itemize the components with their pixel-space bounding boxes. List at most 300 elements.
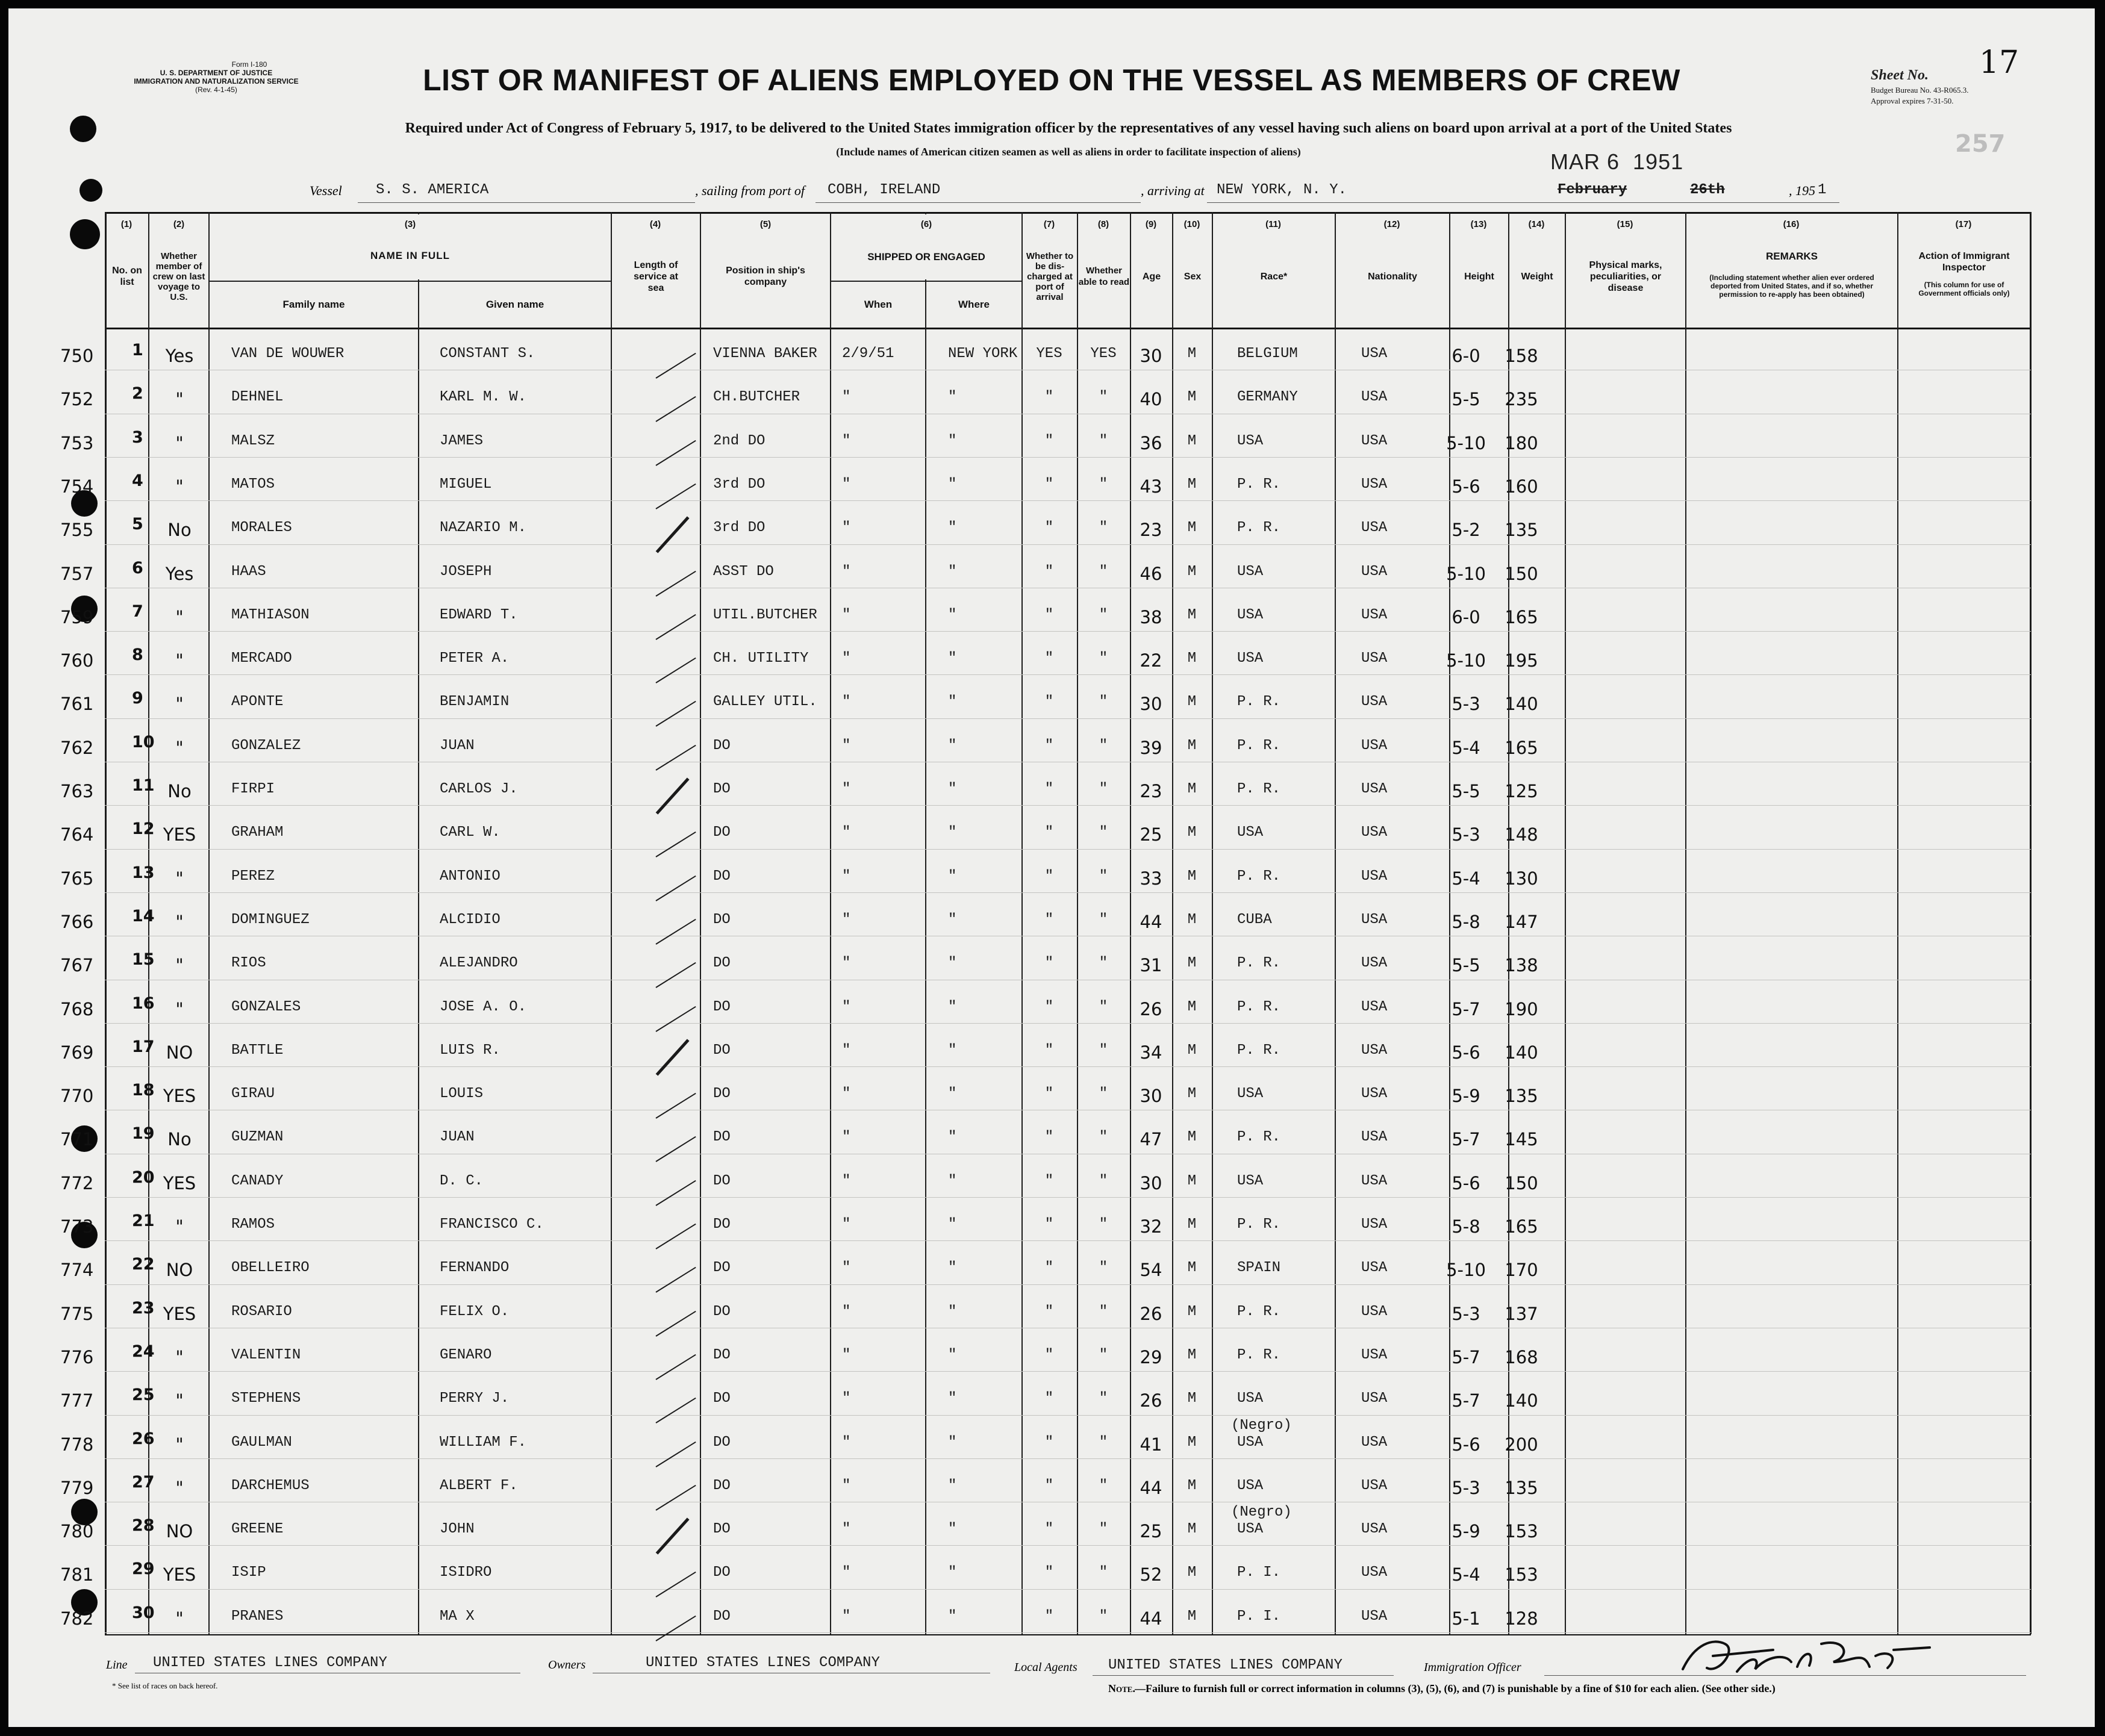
cell-prev: YES [163, 1564, 196, 1585]
cell-discharged: YES [1036, 346, 1062, 362]
cell-no: 2 [132, 384, 143, 403]
cell-where: " [948, 781, 957, 797]
column-number: (13) [1470, 219, 1487, 229]
cell-height: 5-5 [1452, 955, 1480, 975]
stamp-number: 257 [1955, 130, 2006, 158]
cell-weight: 165 [1505, 607, 1538, 627]
row-reference-number: 774 [60, 1260, 94, 1280]
col-header-read: Whether able to read [1078, 266, 1130, 287]
cell-height: 5-7 [1452, 1390, 1480, 1411]
cell-race: USA [1237, 1478, 1264, 1494]
cell-when: " [842, 868, 851, 885]
cell-age: 30 [1140, 346, 1162, 366]
service-check-mark [655, 876, 696, 901]
cell-weight: 140 [1505, 694, 1538, 714]
cell-no: 4 [132, 471, 143, 490]
cell-weight: 170 [1505, 1260, 1538, 1280]
cell-age: 54 [1140, 1260, 1162, 1280]
cell-weight: 145 [1505, 1129, 1538, 1150]
cell-nationality: USA [1361, 1347, 1388, 1363]
row-reference-number: 761 [60, 694, 94, 714]
cell-position: DO [713, 1564, 731, 1581]
cell-given: ANTONIO [440, 868, 501, 885]
cell-when: " [842, 520, 851, 536]
cell-when: " [842, 1390, 851, 1407]
cell-no: 6 [132, 559, 143, 577]
cell-family: GAULMAN [231, 1434, 292, 1451]
service-check-mark [655, 484, 696, 509]
cell-weight: 148 [1505, 824, 1538, 845]
cell-where: " [948, 1260, 957, 1276]
cell-where: " [948, 607, 957, 623]
cell-sex: M [1187, 1042, 1197, 1059]
cell-age: 44 [1140, 1478, 1162, 1498]
instruction-note: (Include names of American citizen seamen as well as aliens in order to facilitate inspection of aliens) [836, 146, 1301, 158]
service-check-mark [655, 1311, 696, 1337]
cell-discharged: " [1044, 607, 1054, 623]
cell-position: DO [713, 1304, 731, 1320]
cell-prev: " [175, 738, 184, 758]
cell-discharged: " [1044, 1521, 1054, 1537]
sailing-label: , sailing from port of [695, 183, 805, 198]
col-header-nationality: Nationality [1368, 271, 1417, 282]
service-check-mark [655, 1354, 696, 1380]
row-rule [105, 544, 2031, 545]
cell-position: 3rd DO [713, 476, 766, 493]
cell-family: GUZMAN [231, 1129, 284, 1145]
cell-discharged: " [1044, 1347, 1054, 1363]
row-rule [105, 1458, 2031, 1459]
cell-age: 25 [1140, 1521, 1162, 1542]
owners-label: Owners [548, 1658, 586, 1672]
cell-age: 26 [1140, 1390, 1162, 1411]
cell-position: DO [713, 1173, 731, 1189]
row-reference-number: 772 [60, 1173, 94, 1193]
cell-nationality: USA [1361, 389, 1388, 405]
table-row [8, 559, 2095, 586]
cell-age: 30 [1140, 694, 1162, 714]
cell-family: STEPHENS [231, 1390, 301, 1407]
table-row [8, 776, 2095, 804]
cell-no: 7 [132, 602, 143, 621]
cell-prev: " [175, 1390, 184, 1411]
cell-when: " [842, 433, 851, 449]
cell-given: EDWARD T. [440, 607, 518, 623]
cell-discharged: " [1044, 476, 1054, 493]
cell-when: " [842, 1608, 851, 1625]
cell-prev: " [175, 650, 184, 671]
cell-height: 5-4 [1452, 1564, 1480, 1585]
table-row [8, 950, 2095, 978]
row-reference-number: 782 [60, 1608, 94, 1629]
cell-sex: M [1187, 1478, 1197, 1494]
column-number: (2) [173, 219, 185, 229]
cell-weight: 160 [1505, 476, 1538, 497]
cell-given: MIGUEL [440, 476, 492, 493]
cell-height: 5-9 [1452, 1086, 1480, 1106]
col-header-inspector: Action of Immigrant Inspector [1918, 251, 2010, 273]
cell-when: " [842, 1564, 851, 1581]
cell-height: 5-3 [1452, 1478, 1480, 1498]
table-row [8, 1212, 2095, 1239]
cell-sex: M [1187, 824, 1197, 841]
cell-when: " [842, 955, 851, 971]
row-reference-number: 755 [60, 520, 94, 540]
col-header-height: Height [1464, 271, 1494, 282]
cell-race: P. R. [1237, 694, 1281, 710]
cell-where: " [948, 1086, 957, 1102]
cell-position: DO [713, 1521, 731, 1537]
cell-weight: 135 [1505, 1478, 1538, 1498]
cell-read: " [1099, 694, 1108, 710]
row-reference-number: 766 [60, 912, 94, 932]
cell-sex: M [1187, 520, 1197, 536]
cell-family: RAMOS [231, 1216, 275, 1233]
table-row [8, 471, 2095, 499]
cell-weight: 153 [1505, 1564, 1538, 1585]
row-reference-number: 778 [60, 1434, 94, 1455]
cell-read: " [1099, 1478, 1108, 1494]
cell-nationality: USA [1361, 564, 1388, 580]
cell-sex: M [1187, 1086, 1197, 1102]
cell-sex: M [1187, 433, 1197, 449]
cell-no: 24 [132, 1342, 155, 1361]
table-row [8, 1342, 2095, 1370]
row-rule [105, 1066, 2031, 1067]
col-header-given-name: Given name [485, 298, 544, 310]
cell-race: USA [1237, 1086, 1264, 1102]
cell-no: 22 [132, 1255, 155, 1274]
column-number: (16) [1783, 219, 1800, 229]
col-header-remarks-detail: (Including statement whether alien ever ordered deported from United States, and if so, whether permission to re-apply has been obtained) [1709, 273, 1874, 299]
cell-read: " [1099, 1521, 1108, 1537]
cell-no: 10 [132, 733, 155, 751]
cell-position: ASST DO [713, 564, 774, 580]
cell-sex: M [1187, 999, 1197, 1015]
column-number: (6) [920, 219, 932, 229]
cell-when: " [842, 564, 851, 580]
cell-height: 5-7 [1452, 999, 1480, 1019]
cell-age: 32 [1140, 1216, 1162, 1237]
col-header-race: Race* [1260, 271, 1288, 282]
cell-family: GONZALES [231, 999, 301, 1015]
cell-family: OBELLEIRO [231, 1260, 310, 1276]
cell-nationality: USA [1361, 955, 1388, 971]
cell-position: DO [713, 738, 731, 754]
cell-given: JUAN [440, 738, 475, 754]
cell-where: " [948, 1434, 957, 1451]
cell-discharged: " [1044, 520, 1054, 536]
cell-when: " [842, 1173, 851, 1189]
cell-where: " [948, 1304, 957, 1320]
line-label: Line [106, 1658, 128, 1672]
cell-no: 11 [132, 776, 155, 795]
cell-where: " [948, 476, 957, 493]
vessel-name: S. S. AMERICA [376, 182, 489, 198]
cell-nationality: USA [1361, 738, 1388, 754]
cell-read: " [1099, 912, 1108, 928]
cell-age: 26 [1140, 1304, 1162, 1324]
cell-no: 19 [132, 1124, 155, 1143]
table-row [8, 1255, 2095, 1283]
cell-age: 39 [1140, 738, 1162, 758]
cell-sex: M [1187, 1434, 1197, 1451]
cell-where: " [948, 520, 957, 536]
cell-when: " [842, 389, 851, 405]
cell-sex: M [1187, 1260, 1197, 1276]
cell-nationality: USA [1361, 1608, 1388, 1625]
col-header-previous-voyage: Whether member of crew on last voyage to U.S. [152, 250, 205, 302]
col-header-sex: Sex [1183, 271, 1202, 282]
row-rule [105, 1371, 2031, 1372]
cell-prev: NO [166, 1042, 193, 1063]
cell-read: " [1099, 738, 1108, 754]
cell-no: 18 [132, 1081, 155, 1100]
cell-where: " [948, 433, 957, 449]
cell-where: " [948, 1608, 957, 1625]
cell-family: CANADY [231, 1173, 284, 1189]
service-check-mark [655, 1180, 696, 1206]
cell-where: " [948, 694, 957, 710]
cell-read: " [1099, 1042, 1108, 1059]
agents-label: Local Agents [1014, 1661, 1077, 1674]
cell-weight: 138 [1505, 955, 1538, 975]
cell-race: USA [1237, 650, 1264, 667]
cell-nationality: USA [1361, 1086, 1388, 1102]
col-header-physical-marks: Physical marks, peculiarities, or disease [1589, 260, 1662, 293]
cell-discharged: " [1044, 694, 1054, 710]
cell-when: " [842, 694, 851, 710]
cell-read: " [1099, 389, 1108, 405]
vessel-line [8, 181, 2095, 205]
cell-family: MALSZ [231, 433, 275, 449]
cell-race: SPAIN [1237, 1260, 1281, 1276]
fine-note: —Failure to furnish full or correct information in columns (3), (5), (6), and (7) is punishable by a fine of $10 for each alien. (See other side.) [1135, 1682, 1776, 1694]
service-check-mark [655, 1224, 696, 1249]
cell-nationality: USA [1361, 999, 1388, 1015]
officer-signature [1671, 1632, 1936, 1680]
cell-when: " [842, 1478, 851, 1494]
cell-given: CARLOS J. [440, 781, 518, 797]
punch-hole [70, 116, 96, 142]
cell-sex: M [1187, 694, 1197, 710]
cell-when: " [842, 1129, 851, 1145]
cell-nationality: USA [1361, 520, 1388, 536]
cell-discharged: " [1044, 389, 1054, 405]
cell-weight: 130 [1505, 868, 1538, 889]
cell-read: " [1099, 1129, 1108, 1145]
cell-read: " [1099, 824, 1108, 841]
cell-weight: 137 [1505, 1304, 1538, 1324]
service-check-mark [655, 1442, 696, 1467]
service-check-mark [655, 1572, 696, 1598]
cell-position: DO [713, 1216, 731, 1233]
cell-discharged: " [1044, 1129, 1054, 1145]
cell-age: 25 [1140, 824, 1162, 845]
cell-height: 5-8 [1452, 912, 1480, 932]
cell-where: " [948, 1216, 957, 1233]
year-digit: 1 [1818, 182, 1827, 198]
cell-family: ISIP [231, 1564, 266, 1581]
cell-height: 5-6 [1452, 1173, 1480, 1193]
race-note: (Negro) [1231, 1417, 1292, 1434]
cell-height: 5-4 [1452, 738, 1480, 758]
cell-age: 23 [1140, 781, 1162, 801]
cell-discharged: " [1044, 1173, 1054, 1189]
row-rule [105, 500, 2031, 501]
cell-height: 5-6 [1452, 476, 1480, 497]
col-header-weight: Weight [1521, 271, 1553, 282]
row-reference-number: 757 [60, 564, 94, 584]
cell-weight: 158 [1505, 346, 1538, 366]
page-subtitle: Required under Act of Congress of February 5, 1917, to be delivered to the United States immigration officer by the representatives of any vessel having such aliens on board upon arrival at a port of the United States [405, 120, 1732, 136]
cell-race: P. R. [1237, 999, 1281, 1015]
cell-race: P. R. [1237, 781, 1281, 797]
cell-given: ISIDRO [440, 1564, 492, 1581]
cell-position: DO [713, 824, 731, 841]
cell-family: RIOS [231, 955, 266, 971]
cell-where: " [948, 912, 957, 928]
cell-prev: Yes [165, 346, 194, 366]
cell-read: " [1099, 1347, 1108, 1363]
row-reference-number: 770 [60, 1086, 94, 1106]
cell-sex: M [1187, 1564, 1197, 1581]
department-name: U. S. DEPARTMENT OF JUSTICE [160, 69, 273, 77]
cell-position: DO [713, 868, 731, 885]
cell-age: 31 [1140, 955, 1162, 975]
table-row [8, 1124, 2095, 1152]
cell-weight: 153 [1505, 1521, 1538, 1542]
row-reference-number: 754 [60, 476, 94, 497]
cell-prev: " [175, 1478, 184, 1498]
cell-when: " [842, 1434, 851, 1451]
service-check-mark [655, 353, 696, 379]
service-check-mark [655, 701, 696, 727]
column-number: (17) [1955, 219, 1972, 229]
cell-age: 43 [1140, 476, 1162, 497]
cell-sex: M [1187, 1608, 1197, 1625]
cell-race: USA [1237, 607, 1264, 623]
row-rule [105, 1197, 2031, 1198]
footer [8, 1634, 2095, 1727]
agents-value: UNITED STATES LINES COMPANY [1108, 1657, 1343, 1673]
service-check-mark [656, 516, 690, 553]
cell-weight: 168 [1505, 1347, 1538, 1367]
row-rule [105, 1240, 2031, 1241]
col-header-inspector-detail: (This column for use of Government officials only) [1918, 281, 2010, 297]
cell-family: GREENE [231, 1521, 284, 1537]
cell-given: JOHN [440, 1521, 475, 1537]
cell-when: " [842, 1216, 851, 1233]
cell-sex: M [1187, 650, 1197, 667]
row-reference-number: 776 [60, 1347, 94, 1367]
cell-race: P. R. [1237, 1129, 1281, 1145]
cell-position: GALLEY UTIL. [713, 694, 817, 710]
row-rule [105, 1545, 2031, 1546]
year-label: , 195 [1789, 183, 1815, 198]
row-reference-number: 780 [60, 1521, 94, 1542]
cell-prev: " [175, 1608, 184, 1629]
sheet-number: 17 [1979, 45, 2019, 81]
column-number: (15) [1617, 219, 1633, 229]
cell-nationality: USA [1361, 912, 1388, 928]
cell-race: P. R. [1237, 738, 1281, 754]
cell-when: " [842, 999, 851, 1015]
cell-no: 17 [132, 1038, 155, 1056]
cell-nationality: USA [1361, 650, 1388, 667]
owners-value: UNITED STATES LINES COMPANY [646, 1655, 880, 1671]
cell-family: MATHIASON [231, 607, 310, 623]
form-revision: (Rev. 4-1-45) [195, 86, 237, 94]
cell-no: 26 [132, 1430, 155, 1448]
cell-age: 41 [1140, 1434, 1162, 1455]
approval-expiry: Approval expires 7-31-50. [1871, 96, 1954, 105]
cell-no: 16 [132, 994, 155, 1013]
cell-height: 5-7 [1452, 1129, 1480, 1150]
cell-read: " [1099, 433, 1108, 449]
cell-discharged: " [1044, 1478, 1054, 1494]
cell-discharged: " [1044, 738, 1054, 754]
cell-race: P. R. [1237, 1347, 1281, 1363]
table-row [8, 384, 2095, 412]
cell-race: P. I. [1237, 1608, 1281, 1625]
cell-height: 5-3 [1452, 694, 1480, 714]
cell-age: 34 [1140, 1042, 1162, 1063]
cell-given: D. C. [440, 1173, 484, 1189]
cell-when: 2/9/51 [842, 346, 894, 362]
cell-read: " [1099, 955, 1108, 971]
manifest-sheet [8, 8, 2095, 1727]
cell-family: DOMINGUEZ [231, 912, 310, 928]
cell-height: 5-5 [1452, 781, 1480, 801]
cell-prev: YES [163, 1086, 196, 1106]
cell-race: USA [1237, 1521, 1264, 1537]
cell-height: 5-10 [1446, 1260, 1486, 1280]
cell-when: " [842, 912, 851, 928]
cell-prev: " [175, 999, 184, 1019]
row-reference-number: 771 [60, 1129, 94, 1150]
col-header-no: No. on list [112, 266, 142, 287]
cell-nationality: USA [1361, 868, 1388, 885]
cell-read: " [1099, 564, 1108, 580]
cell-when: " [842, 1042, 851, 1059]
cell-given: JUAN [440, 1129, 475, 1145]
cell-height: 5-3 [1452, 824, 1480, 845]
table-row [8, 1604, 2095, 1631]
row-rule [105, 849, 2031, 850]
cell-height: 5-10 [1446, 650, 1486, 671]
cell-age: 47 [1140, 1129, 1162, 1150]
cell-given: JAMES [440, 433, 484, 449]
row-reference-number: 779 [60, 1478, 94, 1498]
cell-read: " [1099, 781, 1108, 797]
cell-family: PRANES [231, 1608, 284, 1625]
cell-nationality: USA [1361, 1260, 1388, 1276]
cell-discharged: " [1044, 999, 1054, 1015]
cell-age: 30 [1140, 1173, 1162, 1193]
page-title: LIST OR MANIFEST OF ALIENS EMPLOYED ON THE VESSEL AS MEMBERS OF CREW [423, 63, 1680, 97]
cell-age: 30 [1140, 1086, 1162, 1106]
cell-nationality: USA [1361, 1434, 1388, 1451]
cell-height: 5-10 [1446, 433, 1486, 453]
cell-where: " [948, 1478, 957, 1494]
table-row [8, 1081, 2095, 1109]
row-rule [105, 892, 2031, 893]
cell-nationality: USA [1361, 781, 1388, 797]
cell-age: 40 [1140, 389, 1162, 409]
col-header-family-name: Family name [282, 298, 345, 310]
cell-race: USA [1237, 1173, 1264, 1189]
